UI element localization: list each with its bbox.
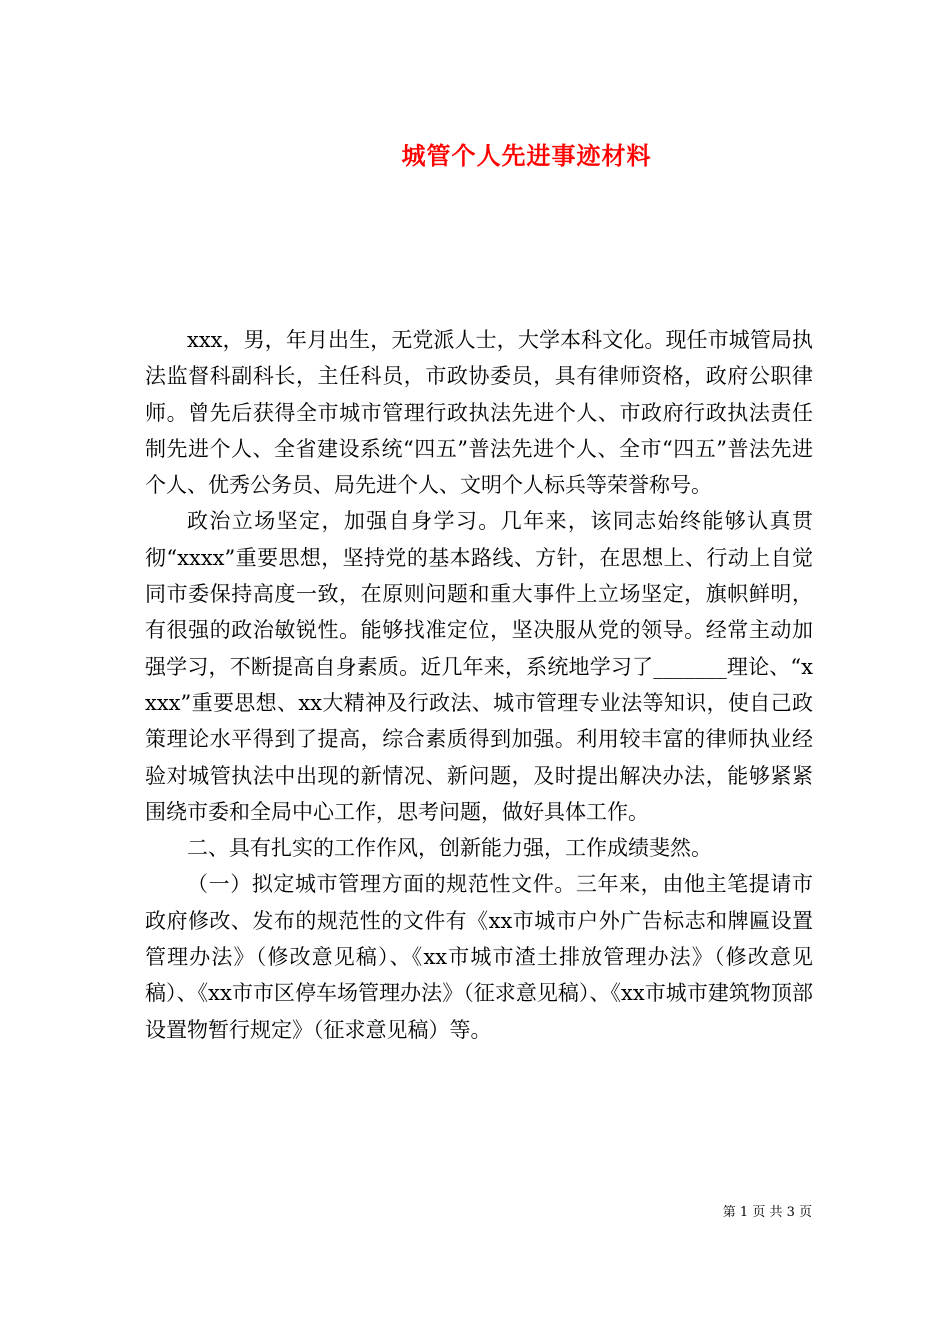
paragraph-section-two-heading: 二、具有扎实的工作作风，创新能力强，工作成绩斐然。 [187, 836, 712, 861]
paragraph-intro: xxx，男，年月出生，无党派人士，大学本科文化。现任市城管局执法监督科副科长，主任科员，市政协委员，具有律师资格，政府公职律师。曾先后获得全市城市管理行政执法先进个人、市政府行政执法责任制先进个人、全省建设系统“四五”普法先进个人、全市“四五”普法先进个人、优秀公务员、局先进个人、文明个人标兵等荣誉称号。 [145, 328, 813, 498]
document-title: 城管个人先进事迹材料 [401, 141, 652, 170]
paragraph-regulations: （一）拟定城市管理方面的规范性文件。三年来，由他主笔提请市政府修改、发布的规范性的文件有《xx市城市户外广告标志和牌匾设置管理办法》（修改意见稿）、《xx市城市渣土排放管理办法》（修改意见稿）、《xx市市区停车场管理办法》（征求意见稿）、《xx市城市建筑物顶部设置物暂行规定》（征求意见稿）等。 [145, 872, 813, 1042]
paragraph-political-stance: 政治立场坚定，加强自身学习。几年来，该同志始终能够认真贯彻“xxxx”重要思想，坚持党的基本路线、方针，在思想上、行动上自觉同市委保持高度一致，在原则问题和重大事件上立场坚定，旗帜鲜明，有很强的政治敏锐性。能够找准定位，坚决服从党的领导。经常主动加强学习，不断提高自身素质。近几年来，系统地学习了_______理论、“xxxx”重要思想、xx大精神及行政法、城市管理专业法等知识，使自己政策理论水平得到了提高，综合素质得到加强。利用较丰富的律师执业经验对城管执法中出现的新情况、新问题，及时提出解决办法，能够紧紧围绕市委和全局中心工作，思考问题，做好具体工作。 [145, 509, 813, 824]
page-number-footer: 第 1 页 共 3 页 [722, 1205, 812, 1220]
document-body [145, 322, 813, 1048]
